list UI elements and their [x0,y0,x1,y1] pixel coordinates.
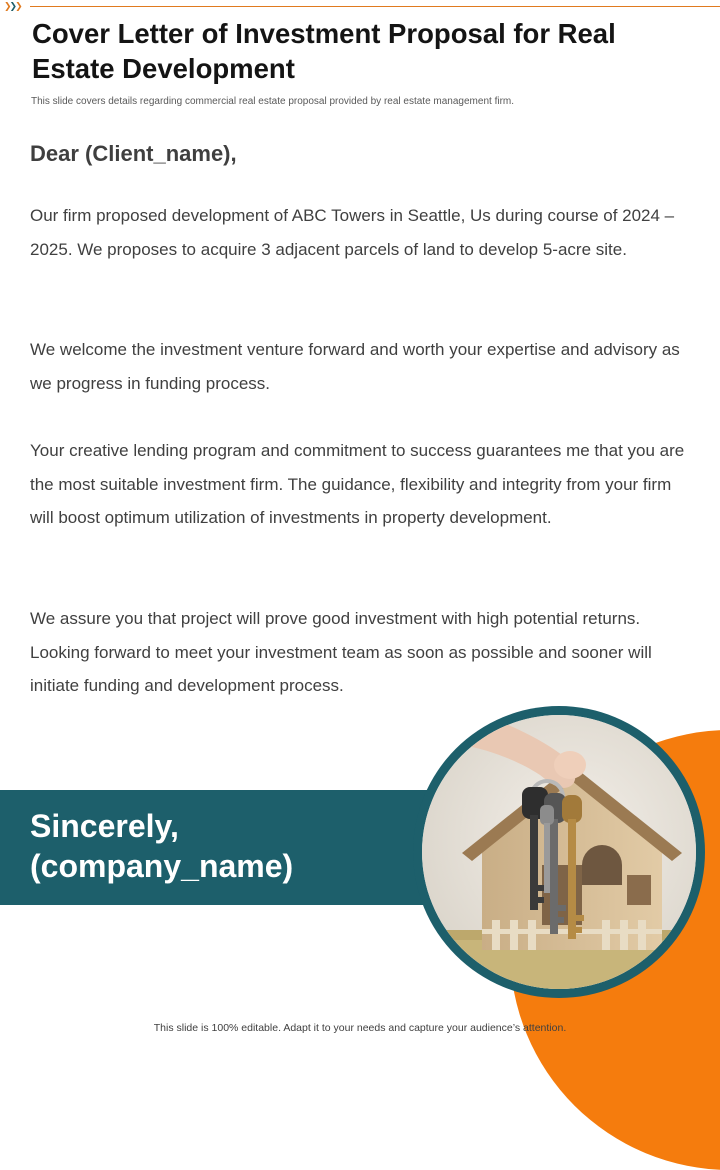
chevron-decoration-icon: ❯❯❯ [4,1,21,11]
page-title: Cover Letter of Investment Proposal for Real Estate Development [32,18,616,84]
footer-note: This slide is 100% editable. Adapt it to your needs and capture your audience’s attention. [153,1022,567,1034]
letter-paragraph-3: Your creative lending program and commitment to success guarantees me that you are the most suitable investment firm. The guidance, flexibility and integrity from your firm will boost optimum utilization of investments in property development. [30,441,685,528]
letter-salutation: Dear (Client_name), [30,141,237,166]
closing-sincerely: Sincerely, [30,808,179,844]
header-divider-line [30,6,720,7]
closing-company-name: (company_name) [30,848,294,884]
house-keys-illustration-icon [422,715,696,989]
closing-signature [30,806,293,886]
page-subtitle: This slide covers details regarding commercial real estate proposal provided by real estate management firm. [31,96,515,107]
letter-paragraph-2: We welcome the investment venture forward and worth your expertise and advisory as we progress in funding process. [30,340,680,393]
letter-paragraph-1: Our firm proposed development of ABC Towers in Seattle, Us during course of 2024 – 2025. We proposes to acquire 3 adjacent parcels of land to develop 5-acre site. [30,206,675,259]
house-keys-photo [422,715,696,989]
letter-paragraph-4: We assure you that project will prove good investment with high potential returns. Looking forward to meet your investment team as soon as possible and sooner will initiate funding and development process. [30,609,652,696]
